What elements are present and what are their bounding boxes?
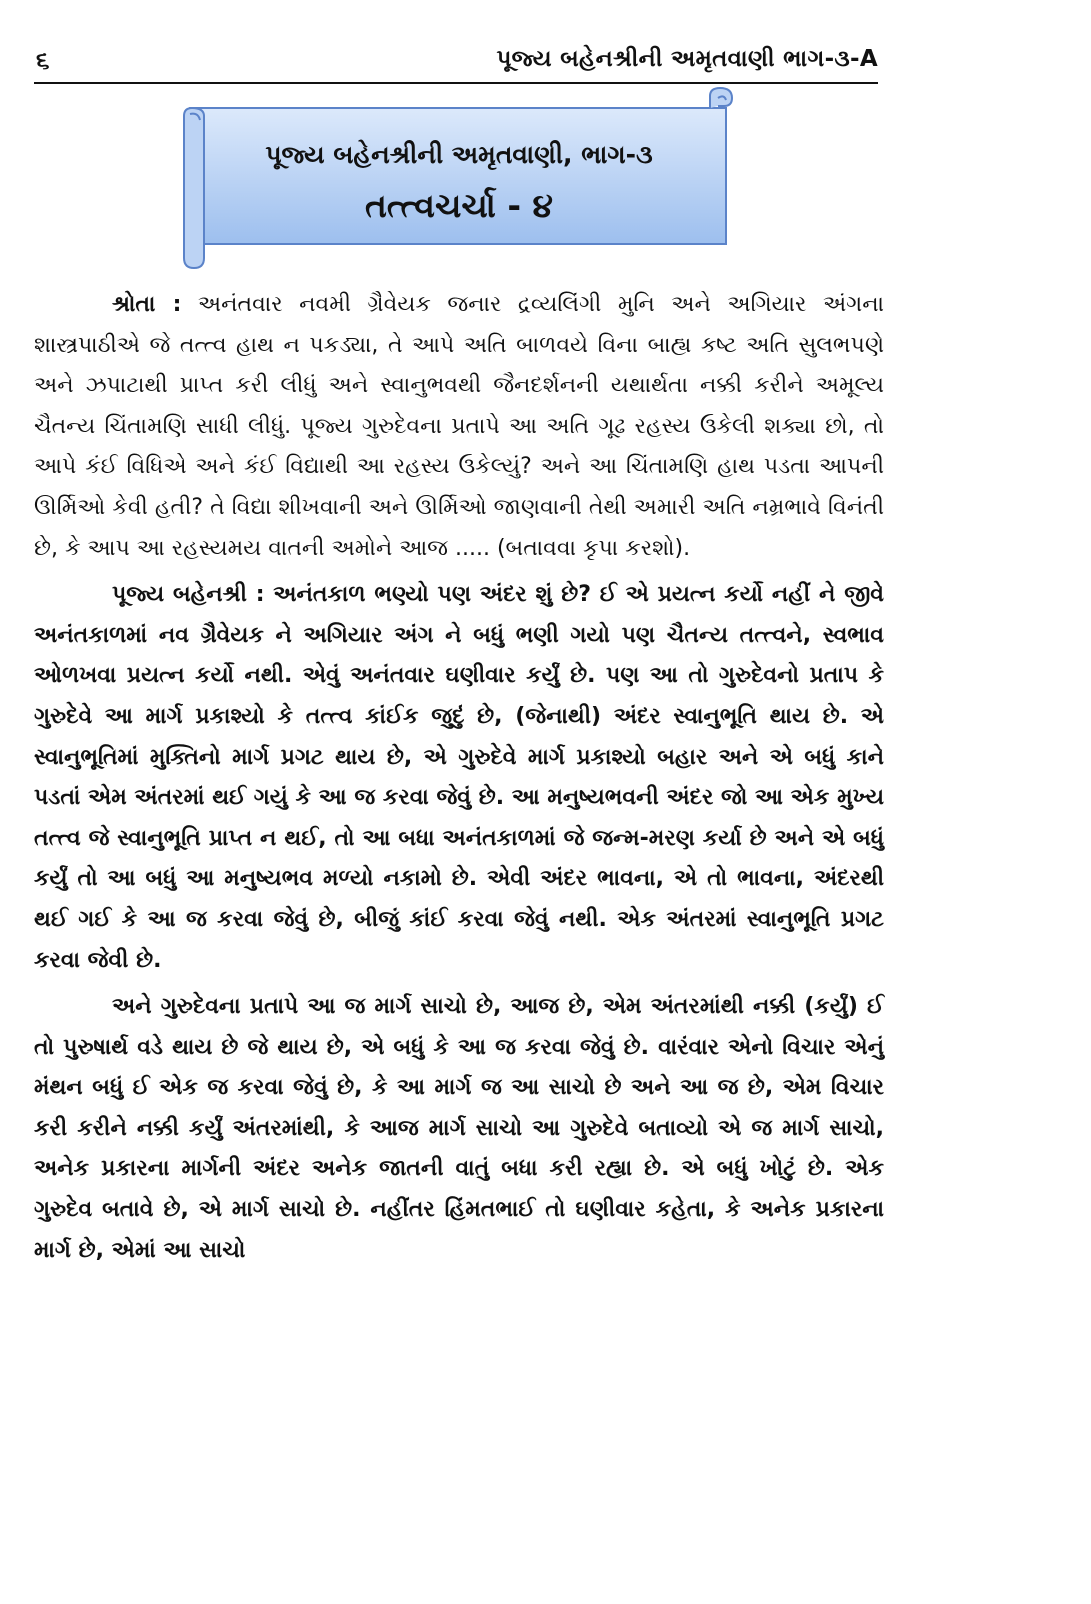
body-text: [34, 285, 884, 1277]
paragraph-listener-question: [34, 285, 884, 569]
paragraph-text: અનંતવાર નવમી ગ્રૈવેયક જનાર દ્રવ્યલિંગી મુનિ અને અગિયાર અંગના શાસ્ત્રપાઠીએ જે તત્ત્વ હાથ ન પકડ્યા, તે આપે અતિ બાળવયે વિના બાહ્ય કષ્ટ અતિ સુલભપણે અને ઝપાટાથી પ્રાપ્ત કરી લીધું અને સ્વાનુભવથી જૈનદર્શનની યથાર્થતા નક્કી કરીને અમૂલ્ય ચૈતન્ય ચિંતામણિ સાધી લીધું. પૂજ્ય ગુરુદેવના પ્રતાપે આ અતિ ગૂઢ રહસ્ય ઉકેલી શક્યા છો, તો આપે કંઈ વિધિએ અને કંઈ વિદ્યાથી આ રહસ્ય ઉકેલ્યું? અને આ ચિંતામણિ હાથ પડતા આપની ઊર્મિઓ કેવી હતી? તે વિદ્યા શીખવાની અને ઊર્મિઓ જાણવાની તેથી અમારી અતિ નમ્રભાવે વિનંતી છે, કે આપ આ રહસ્યમય વાતની અમોને આજ ..... (બતાવવા કૃપા કરશો).: [34, 292, 884, 561]
chapter-banner: [178, 86, 740, 272]
paragraph-text: અનંતકાળ ભણ્યો પણ અંદર શું છે? ઈ એ પ્રયત્ન કર્યો નહીં ને જીવે અનંતકાળમાં નવ ગ્રૈવેયક ને અગિયાર અંગ ને બધું ભણી ગયો પણ ચૈતન્ય તત્ત્વને, સ્વભાવ ઓળખવા પ્રયત્ન કર્યો નથી. એવું અનંતવાર ઘણીવાર કર્યું છે. પણ આ તો ગુરુદેવનો પ્રતાપ કે ગુરુદેવે આ માર્ગ પ્રકાશ્યો કે તત્ત્વ કાંઈક જુદું છે, (જેનાથી) અંદર સ્વાનુભૂતિ થાય છે. એ સ્વાનુભૂતિમાં મુક્તિનો માર્ગ પ્રગટ થાય છે, એ ગુરુદેવે માર્ગ પ્રકાશ્યો બહાર અને એ બધું કાને પડતાં એમ અંતરમાં થઈ ગયું કે આ જ કરવા જેવું છે. આ મનુષ્યભવની અંદર જો આ એક મુખ્ય તત્ત્વ જે સ્વાનુભૂતિ પ્રાપ્ત ન થઈ, તો આ બધા અનંતકાળમાં જે જન્મ-મરણ કર્યા છે અને એ બધું કર્યું તો આ બધું આ મનુષ્યભવ મળ્યો નકામો છે. એવી અંદર ભાવના, એ તો ભાવના, અંદરથી થઈ ગઈ કે આ જ કરવા જેવું છે, બીજું કાંઈ કરવા જેવું નથી. એક અંતરમાં સ્વાનુભૂતિ પ્રગટ કરવા જેવી છે.: [34, 582, 884, 973]
paragraph-continuation: [34, 987, 884, 1271]
header-rule: [34, 82, 878, 84]
banner-title: તત્ત્વચર્ચા - ૪: [364, 186, 554, 225]
page-header: [34, 44, 878, 80]
banner-subtitle: પૂજ્ય બહેનશ્રીની અમૃતવાણી, ભાગ-૩: [265, 140, 653, 169]
speaker-label: શ્રોતા :: [112, 292, 182, 317]
paragraph-bahenshri-answer: [34, 575, 884, 981]
running-title: પૂજ્ય બહેનશ્રીની અમૃતવાણી ભાગ-૩-A: [496, 46, 878, 72]
paragraph-text: અને ગુરુદેવના પ્રતાપે આ જ માર્ગ સાચો છે, આજ છે, એમ અંતરમાંથી નક્કી (કર્યું) ઈ તો પુરુષાર્થ વડે થાય છે જે થાય છે, એ બધું કે આ જ કરવા જેવું છે. વારંવાર એનો વિચાર એનું મંથન બધું ઈ એક જ કરવા જેવું છે, કે આ માર્ગ જ આ સાચો છે અને આ જ છે, એમ વિચાર કરી કરીને નક્કી કર્યું અંતરમાંથી, કે આજ માર્ગ સાચો આ ગુરુદેવે બતાવ્યો એ જ માર્ગ સાચો, અનેક પ્રકારના માર્ગની અંદર અનેક જાતની વાતું બધા કરી રહ્યા છે. એ બધું ખોટું છે. એક ગુરુદેવ બતાવે છે, એ માર્ગ સાચો છે. નહીંતર હિંમતભાઈ તો ઘણીવાર કહેતા, કે અનેક પ્રકારના માર્ગ છે, એમાં આ સાચો: [34, 994, 884, 1263]
page-number: ૬: [36, 46, 50, 74]
speaker-label: પૂજ્ય બહેનશ્રી :: [112, 582, 265, 608]
scroll-banner-graphic: [178, 86, 740, 272]
